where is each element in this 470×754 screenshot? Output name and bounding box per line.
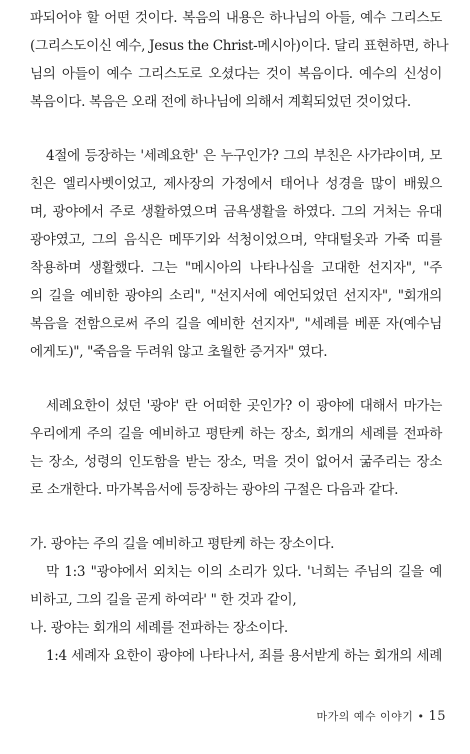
paragraph-2-line-2: 친은 엘리사벳이었고, 제사장의 가정에서 태어나 성경을 많이 배웠으 — [30, 176, 442, 192]
page-footer — [316, 708, 446, 724]
verse-1-3-line-1: 막 1:3 "광야에서 외치는 이의 소리가 있다. '너희는 주님의 길을 예 — [46, 564, 442, 580]
paragraph-3-line-2: 우리에게 주의 길을 예비하고 평탄케 하는 장소, 회개의 세례를 전파하 — [30, 426, 442, 442]
paragraph-2-line-7: 복음을 전함으로써 주의 길을 예비한 선지자", "세례를 베푼 자(예수님 — [30, 316, 442, 332]
paragraph-1-line-3: 님의 아들이 예수 그리스도로 오셨다는 것이 복음이다. 예수의 신성이 — [30, 66, 442, 82]
paragraph-1-line-4: 복음이다. 복음은 오래 전에 하나님에 의해서 계획되었던 것이었다. — [30, 94, 411, 110]
paragraph-3-line-1: 세례요한이 섰던 '광야' 란 어떠한 곳인가? 이 광야에 대해서 마가는 — [46, 398, 442, 414]
paragraph-1-line-2: (그리스도이신 예수, Jesus the Christ-메시아)이다. 달리 표현하면, 하나 — [30, 38, 449, 54]
paragraph-2-line-5: 착용하며 생활했다. 그는 "메시아의 나타나심을 고대한 선지자", "주 — [30, 260, 442, 276]
verse-1-3-line-2: 비하고, 그의 길을 곧게 하여라' " 한 것과 같이, — [30, 592, 297, 608]
paragraph-2-line-8: 에게도)", "죽음을 두려워 않고 초월한 증거자" 였다. — [30, 344, 328, 360]
paragraph-3-line-3: 는 장소, 성령의 인도함을 받는 장소, 먹을 것이 없어서 굶주리는 장소 — [30, 454, 442, 470]
paragraph-1-line-1: 파되어야 할 어떤 것이다. 복음의 내용은 하나님의 아들, 예수 그리스도 — [30, 10, 442, 26]
footer-bullet: • — [417, 710, 425, 723]
paragraph-2-line-1: 4절에 등장하는 '세례요한' 은 누구인가? 그의 부친은 사가랴이며, 모 — [46, 148, 442, 164]
paragraph-3-line-4: 로 소개한다. 마가복음서에 등장하는 광야의 구절은 다음과 같다. — [30, 482, 399, 498]
section-ga-heading: 가. 광야는 주의 길을 예비하고 평탄케 하는 장소이다. — [30, 536, 335, 552]
section-na-heading: 나. 광야는 회개의 세례를 전파하는 장소이다. — [30, 620, 288, 636]
paragraph-2-line-6: 의 길을 예비한 광야의 소리", "선지서에 예언되었던 선지자", "회개의 — [30, 288, 442, 304]
page-number: 15 — [428, 709, 446, 724]
paragraph-2-line-4: 광야였고, 그의 음식은 메뚜기와 석청이었으며, 약대털옷과 가죽 띠를 — [30, 232, 442, 248]
running-title: 마가의 예수 이야기 — [316, 710, 414, 723]
paragraph-2-line-3: 며, 광야에서 주로 생활하였으며 금욕생활을 하였다. 그의 거처는 유대 — [30, 204, 442, 220]
verse-1-4-line-1: 1:4 세례자 요한이 광야에 나타나서, 죄를 용서받게 하는 회개의 세례 — [46, 648, 442, 664]
